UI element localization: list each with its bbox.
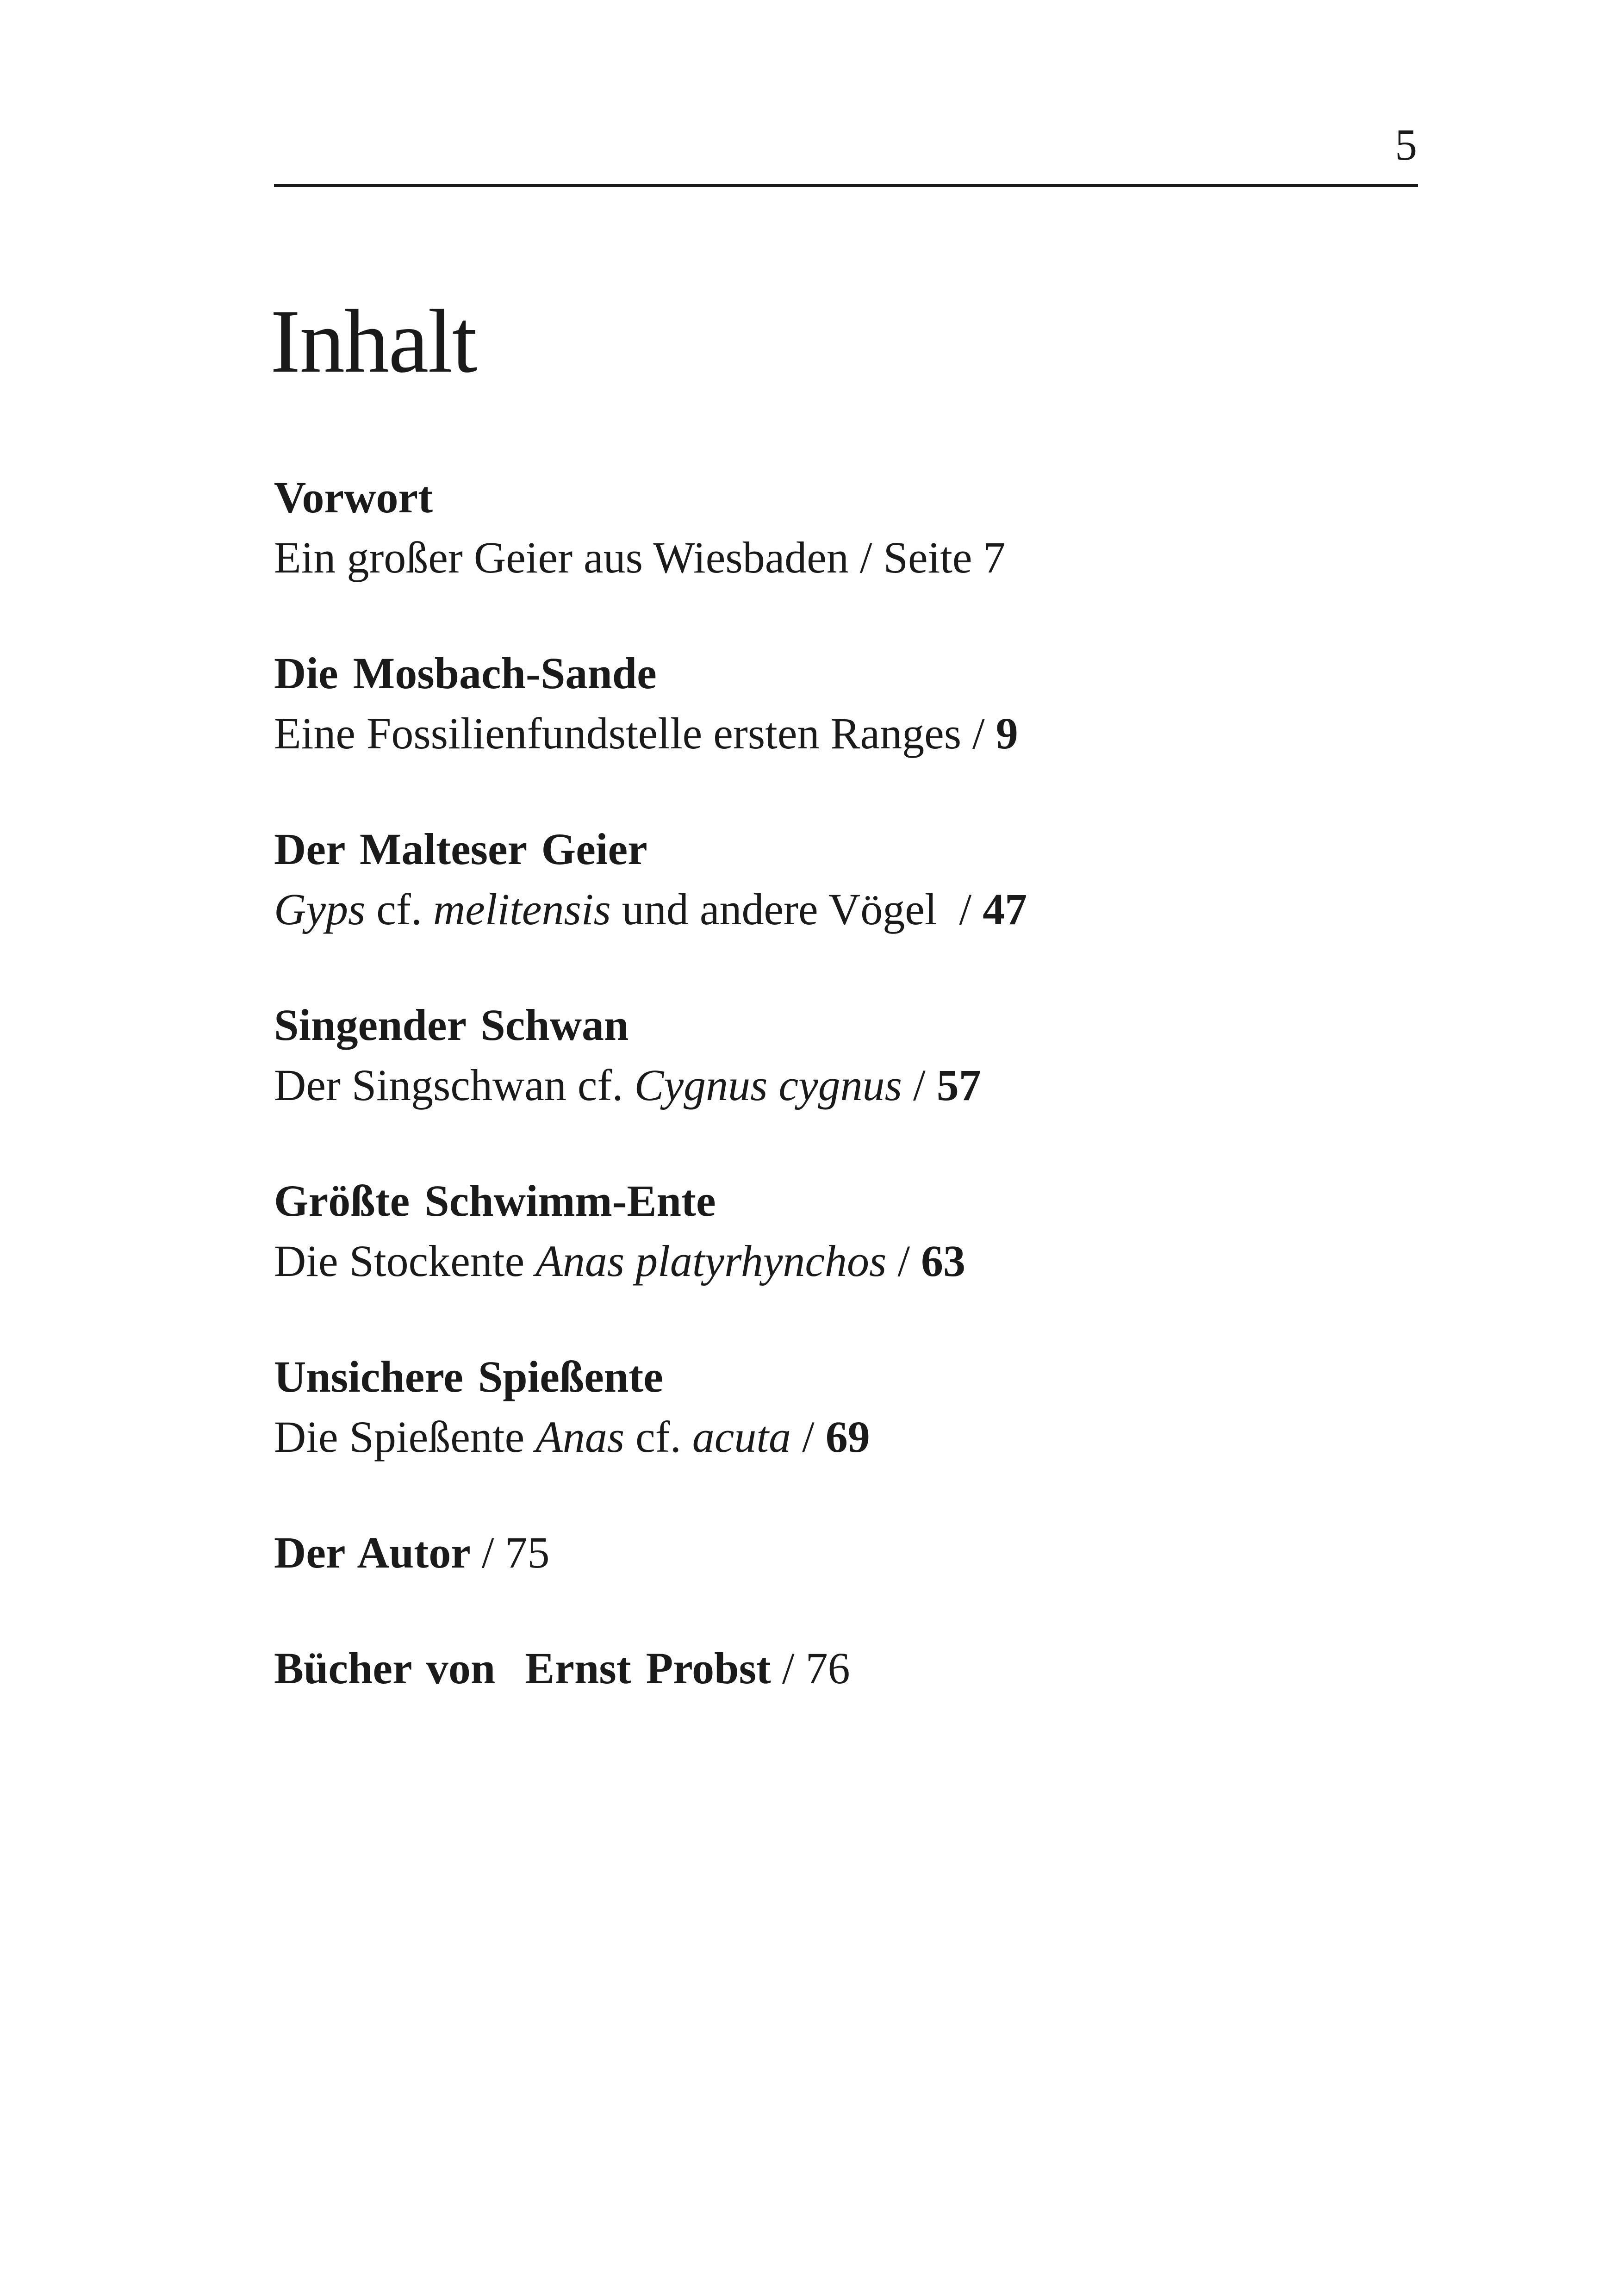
toc-entry-spiessente	[274, 1347, 1477, 1467]
toc-entry-title: Unsichere Spießente	[274, 1352, 663, 1401]
toc-entry-title: Der Malteser Geier	[274, 824, 647, 874]
page-separator: /	[886, 1236, 921, 1286]
page-separator: /	[961, 709, 996, 758]
page-number: 5	[1395, 120, 1417, 169]
toc-entry-subtitle	[274, 1231, 1477, 1291]
toc-entry-buecher	[274, 1638, 1477, 1699]
page-title: Inhalt	[270, 291, 477, 392]
page-ref: / 76	[771, 1643, 850, 1693]
subtitle-text: Eine Fossilienfundstelle ersten Ranges	[274, 709, 962, 758]
toc-entry-title: Singender Schwan	[274, 1000, 629, 1050]
page-ref: 9	[996, 709, 1018, 758]
toc-entry-subtitle	[274, 879, 1477, 940]
toc-entry-schwimm-ente	[274, 1171, 1477, 1291]
toc-entry-subtitle	[274, 703, 1477, 764]
table-of-contents	[274, 467, 1477, 1699]
toc-entry-title: Größte Schwimm-Ente	[274, 1176, 716, 1226]
taxon-genus: Anas	[535, 1412, 625, 1462]
toc-entry-subtitle	[274, 1055, 1477, 1115]
toc-entry-subtitle	[274, 1407, 1477, 1467]
subtitle-text: und andere Vögel /	[610, 884, 983, 934]
taxon-name: Cygnus cygnus	[634, 1060, 902, 1110]
taxon-species: acuta	[692, 1412, 791, 1462]
page-separator: /	[791, 1412, 826, 1462]
page-ref: 69	[825, 1412, 870, 1462]
toc-entry-singender-schwan	[274, 995, 1477, 1115]
page-ref: / 75	[470, 1528, 550, 1577]
subtitle-text: cf.	[624, 1412, 692, 1462]
taxon-species: melitensis	[433, 884, 611, 934]
toc-entry-mosbach-sande	[274, 643, 1477, 764]
toc-entry-autor	[274, 1523, 1477, 1583]
toc-entry-title: Die Mosbach-Sande	[274, 648, 657, 698]
toc-entry-subtitle: Ein großer Geier aus Wiesbaden / Seite 7	[274, 533, 1006, 582]
page-separator: /	[902, 1060, 937, 1110]
taxon-name: Anas platyrhynchos	[535, 1236, 887, 1286]
subtitle-text: Der Singschwan cf.	[274, 1060, 635, 1110]
toc-entry-title: Vorwort	[274, 473, 433, 522]
subtitle-text: Die Stockente	[274, 1236, 536, 1286]
subtitle-text: cf.	[365, 884, 433, 934]
toc-entry-malteser-geier	[274, 819, 1477, 940]
toc-entry-title: Bücher von Ernst Probst	[274, 1643, 771, 1693]
toc-entry-title: Der Autor	[274, 1528, 471, 1577]
page-ref: 63	[921, 1236, 965, 1286]
subtitle-text: Die Spießente	[274, 1412, 536, 1462]
taxon-genus: Gyps	[274, 884, 366, 934]
page-ref: 57	[936, 1060, 981, 1110]
page-ref: 47	[983, 884, 1027, 934]
toc-entry-vorwort	[274, 467, 1477, 588]
header-rule	[274, 184, 1418, 187]
